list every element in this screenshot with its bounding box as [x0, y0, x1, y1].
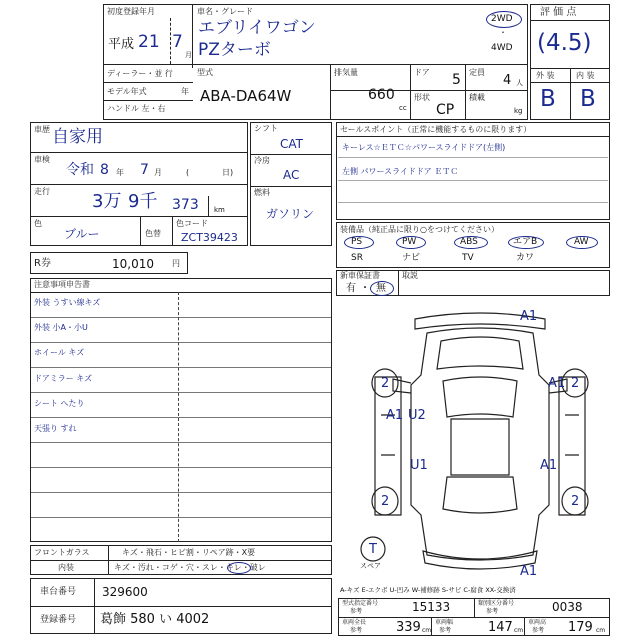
spare-label: スペア — [360, 562, 381, 570]
score-value: (4.5) — [537, 30, 592, 56]
type-value: 15133 — [412, 600, 451, 614]
tire-front-right: 2 — [571, 376, 580, 391]
displacement-label: 排気量 — [334, 68, 358, 77]
interior-options: キズ・汚れ・コゲ・穴・スレ・キレ・破レ — [114, 563, 266, 572]
vehicle-label: 車名・グレード — [197, 7, 253, 16]
drive-2wd: 2WD — [491, 14, 513, 24]
damage-front-top: A1 — [520, 309, 538, 324]
model-label: 型式 — [197, 68, 213, 77]
note-4: ドアミラー キズ — [34, 374, 93, 383]
plate-value: 葛飾 580 い 4002 — [100, 612, 210, 627]
length-ref: 参考 — [350, 627, 363, 634]
first-registration-month: 7 — [172, 32, 183, 52]
capacity-label: 定員 — [469, 68, 485, 77]
damage-right-a1-mid: A1 — [540, 458, 558, 473]
equip-ps: PS — [351, 237, 363, 247]
inspection-day-close: 日) — [222, 168, 234, 177]
mileage-rest: 373 — [172, 197, 199, 213]
chassis-label: 車台番号 — [40, 587, 77, 597]
spare-tire: T — [369, 542, 377, 557]
usage-label: 車歴 — [34, 125, 50, 134]
note-1: 外装 うすい線キズ — [34, 298, 101, 307]
equip-sr: SR — [351, 253, 363, 263]
inspection-month-unit: 月 — [154, 168, 162, 177]
score-label: 評 価 点 — [540, 7, 577, 18]
damage-rear: A1 — [520, 564, 538, 579]
shape-label: 形状 — [414, 93, 430, 102]
inspection-era: 令和 — [66, 162, 94, 178]
tire-rear-right: 2 — [571, 494, 580, 509]
vehicle-name: エブリイワゴン — [198, 18, 316, 38]
tire-rear-left: 2 — [381, 494, 390, 509]
fuel-label: 燃料 — [254, 188, 270, 197]
inspection-year-unit: 年 — [116, 168, 124, 177]
mileage-man: 3万 — [92, 191, 122, 212]
equip-aw: AW — [574, 237, 589, 247]
chassis-value: 329600 — [102, 585, 148, 599]
model-year-unit: 年 — [181, 87, 189, 96]
load-label: 積載 — [469, 93, 485, 102]
equip-pw: PW — [402, 237, 417, 247]
exterior-label: 外 装 — [536, 71, 555, 80]
records-label: 取説 — [402, 271, 418, 280]
equip-airbag: エアB — [513, 237, 538, 247]
note-6: 天張り すれ — [34, 424, 77, 433]
damage-legend: A-キズ E-エクボ U-凹み W-補修跡 S-サビ C-腐食 XX-交換済 — [340, 586, 516, 594]
height-value: 179 — [568, 620, 593, 635]
height-ref: 参考 — [532, 627, 545, 634]
ac-value: AC — [283, 168, 300, 182]
fuel-value: ガソリン — [266, 207, 315, 221]
capacity-unit: 人 — [516, 79, 523, 87]
notes-label: 注意事項申告書 — [34, 280, 90, 289]
length-unit: cm — [422, 627, 432, 634]
height-unit: cm — [596, 627, 606, 634]
inspection-label: 車検 — [34, 155, 50, 164]
windshield-label: フロントガラス — [34, 548, 90, 557]
interior-condition-label: 内装 — [58, 563, 74, 572]
equip-leather: カワ — [516, 253, 535, 263]
notes-panel — [30, 278, 332, 542]
usage-value: 自家用 — [52, 127, 103, 147]
doors-value: 5 — [452, 72, 461, 88]
first-registration-year: 21 — [138, 32, 160, 52]
damage-left-u1: U1 — [410, 458, 428, 473]
warranty-no: 無 — [376, 283, 386, 294]
interior-label: 内 装 — [576, 71, 595, 80]
inspection-month: 7 — [140, 162, 149, 178]
inspection-year: 8 — [100, 162, 109, 178]
capacity-value: 4 — [503, 73, 512, 88]
windshield-options: キズ・飛石・ヒビ割・リペア跡・X要 — [122, 548, 256, 557]
equipment-label: 装備品（純正品に限り○をつけてください） — [340, 225, 499, 234]
interior-score: B — [580, 86, 596, 112]
length-value: 339 — [396, 620, 421, 635]
class-label: 類別区分番号 — [478, 600, 515, 607]
exterior-score: B — [540, 86, 556, 112]
damage-left-u2: U2 — [408, 408, 426, 423]
color-label: 色 — [34, 219, 42, 228]
color-value: ブルー — [64, 227, 100, 241]
note-2: 外装 小A・小U — [34, 323, 88, 332]
mileage-sen: 9千 — [128, 191, 158, 212]
vehicle-grade: PZターボ — [198, 40, 271, 60]
displacement-unit: cc — [399, 104, 407, 112]
class-value: 0038 — [552, 600, 583, 614]
model-value: ABA-DA64W — [200, 87, 292, 105]
shift-value: CAT — [280, 137, 303, 151]
height-label: 車両高 — [528, 619, 547, 626]
length-label: 車両全長 — [342, 619, 367, 626]
colorcode-value: ZCT39423 — [181, 231, 238, 244]
car-diagram — [355, 305, 605, 575]
selling-points-label: セールスポイント（正常に機能するものに限ります） — [340, 125, 532, 134]
model-year-label: モデル年式 — [107, 87, 147, 96]
color-change-label: 色替 — [145, 229, 161, 238]
shift-label: シフト — [254, 124, 278, 133]
tire-front-left: 2 — [381, 376, 390, 391]
recycle-value: 10,010 — [112, 257, 154, 271]
type-label: 型式指定番号 — [342, 600, 379, 607]
inspection-day-open: ( — [186, 168, 190, 177]
width-label: 車両幅 — [435, 619, 454, 626]
drive-4wd: 4WD — [491, 43, 513, 53]
handle-label: ハンドル 左・右 — [107, 104, 166, 113]
mileage-unit: km — [214, 206, 225, 214]
note-5: シート へたり — [34, 399, 85, 408]
width-ref: 参考 — [439, 627, 452, 634]
recycle-panel — [30, 252, 188, 274]
damage-left-a1: A1 — [386, 408, 404, 423]
warranty-dot: ・ — [360, 283, 370, 294]
ac-label: 冷房 — [254, 156, 270, 165]
equip-tv: TV — [462, 253, 474, 263]
displacement-value: 660 — [368, 87, 395, 103]
load-unit: kg — [514, 107, 523, 115]
drive-dot: ・ — [499, 28, 507, 37]
equip-abs: ABS — [460, 237, 478, 247]
width-value: 147 — [488, 620, 513, 635]
plate-label: 登録番号 — [40, 615, 77, 625]
first-registration-era: 平成 — [108, 37, 135, 52]
equip-navi: ナビ — [402, 253, 421, 263]
first-registration-month-unit: 月 — [185, 51, 192, 59]
dealer-label: ディーラー・並 行 — [107, 69, 173, 78]
colorcode-label: 色コード — [176, 219, 208, 228]
selling-point-1: キーレス☆ＥＴＣ☆パワースライドドア(左側) — [342, 143, 506, 152]
shape-value: CP — [436, 102, 455, 118]
doors-label: ドア — [414, 68, 430, 77]
warranty-yes: 有 — [346, 283, 356, 294]
width-unit: cm — [514, 627, 524, 634]
selling-point-2: 左側 パワースライドドア ＥＴＣ — [342, 167, 459, 176]
type-ref: 参考 — [350, 608, 363, 615]
class-ref: 参考 — [486, 608, 499, 615]
recycle-label: R券 — [34, 258, 51, 269]
mileage-label: 走行 — [34, 187, 50, 196]
note-3: ホイール キズ — [34, 348, 85, 357]
damage-right-a1-front: A1 — [548, 376, 566, 391]
warranty-label: 新車保証書 — [340, 271, 380, 280]
first-registration-label: 初度登録年月 — [107, 7, 155, 16]
recycle-unit: 円 — [172, 259, 180, 268]
